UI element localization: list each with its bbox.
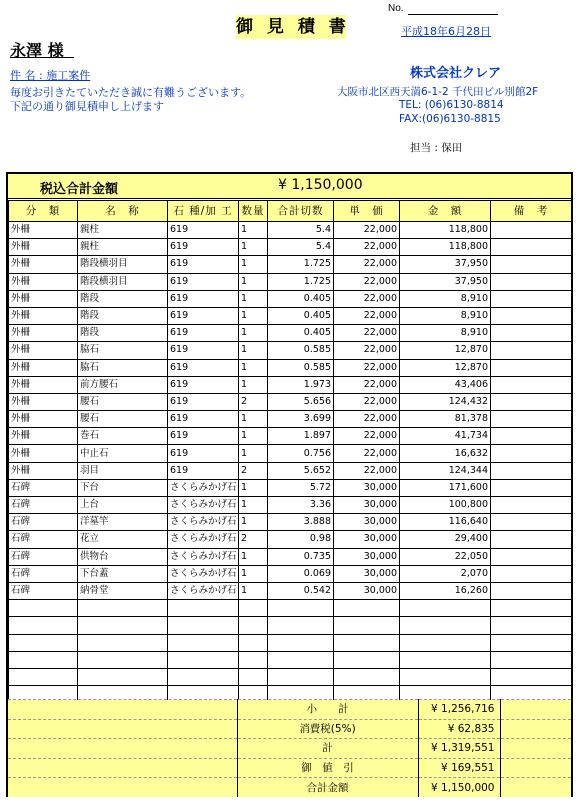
table-cell: 8,910: [400, 307, 491, 324]
table-cell: 29,400: [400, 531, 491, 548]
table-cell: 1: [239, 514, 268, 531]
table-cell: [400, 617, 491, 634]
table-cell: さくらみかげ石: [168, 582, 239, 599]
table-cell: [78, 668, 168, 685]
table-cell: 1: [239, 222, 268, 239]
table-cell: 供物台: [78, 548, 168, 565]
table-cell: [239, 634, 268, 651]
table-cell: 1.725: [268, 256, 334, 273]
table-cell: 0.735: [268, 548, 334, 565]
table-cell: [491, 222, 572, 239]
column-header: 石 種/加 工: [168, 201, 239, 222]
table-cell: [334, 600, 400, 617]
table-cell: 22,000: [334, 462, 400, 479]
table-cell: 619: [168, 239, 239, 256]
table-cell: 0.756: [268, 445, 334, 462]
column-header: 数量: [239, 201, 268, 222]
customer-underline: [10, 57, 74, 58]
table-cell: 30,000: [334, 531, 400, 548]
summary-spacer: [8, 700, 237, 720]
company-name: 株式会社クレア: [410, 66, 502, 81]
table-cell: 外柵: [9, 256, 78, 273]
summary-value: ¥ 1,256,716: [418, 700, 500, 720]
table-cell: [491, 376, 572, 393]
company-address: 大阪市北区西天満6-1-2 千代田ビル別館2F: [337, 86, 539, 98]
table-cell: 22,000: [334, 342, 400, 359]
intro-line-1: 毎度お引きたていただき誠に有難うございます。: [10, 86, 252, 99]
summary-spacer: [8, 739, 237, 759]
empty-row: [9, 634, 572, 651]
table-header-row: [9, 201, 572, 222]
table-cell: [491, 256, 572, 273]
table-cell: 22,000: [334, 325, 400, 342]
table-cell: 5.4: [268, 222, 334, 239]
table-cell: 100,800: [400, 497, 491, 514]
table-cell: 羽目: [78, 462, 168, 479]
table-row: [9, 548, 572, 565]
table-cell: [491, 497, 572, 514]
summary-spacer: [8, 758, 237, 778]
table-cell: [9, 634, 78, 651]
table-row: [9, 514, 572, 531]
table-cell: 22,000: [334, 239, 400, 256]
table-cell: 石碑: [9, 514, 78, 531]
table-cell: さくらみかげ石: [168, 479, 239, 496]
table-cell: 親柱: [78, 222, 168, 239]
column-header: 単 価: [334, 201, 400, 222]
table-cell: [268, 617, 334, 634]
table-cell: [491, 462, 572, 479]
table-cell: 22,000: [334, 411, 400, 428]
table-cell: 1.973: [268, 376, 334, 393]
table-cell: 外柵: [9, 307, 78, 324]
summary-value: ¥ 1,150,000: [418, 778, 500, 798]
table-cell: 外柵: [9, 462, 78, 479]
table-cell: 1: [239, 479, 268, 496]
table-cell: [491, 548, 572, 565]
table-cell: [491, 307, 572, 324]
table-cell: [491, 445, 572, 462]
summary-remarks: [500, 739, 571, 759]
table-cell: 外柵: [9, 290, 78, 307]
table-cell: [9, 600, 78, 617]
table-cell: 1.897: [268, 428, 334, 445]
table-cell: [491, 411, 572, 428]
table-cell: 5.72: [268, 479, 334, 496]
summary-row: [8, 739, 571, 759]
table-cell: [491, 634, 572, 651]
table-cell: 石碑: [9, 582, 78, 599]
table-cell: [334, 634, 400, 651]
table-row: [9, 239, 572, 256]
table-cell: 1: [239, 565, 268, 582]
table-cell: [491, 651, 572, 668]
table-cell: 22,000: [334, 290, 400, 307]
table-cell: [491, 668, 572, 685]
table-cell: 619: [168, 462, 239, 479]
table-cell: [491, 239, 572, 256]
table-cell: 619: [168, 222, 239, 239]
table-cell: 1.725: [268, 273, 334, 290]
table-cell: 5.656: [268, 393, 334, 410]
column-header: 名 称: [78, 201, 168, 222]
table-cell: 納骨堂: [78, 582, 168, 599]
table-cell: 30,000: [334, 479, 400, 496]
table-cell: [491, 359, 572, 376]
summary-remarks: [500, 778, 571, 798]
table-cell: さくらみかげ石: [168, 548, 239, 565]
table-cell: 0.405: [268, 290, 334, 307]
table-cell: 外柵: [9, 445, 78, 462]
summary-label: 消費税(5%): [237, 719, 418, 739]
table-cell: 前方腰石: [78, 376, 168, 393]
table-cell: 洋墓竿: [78, 514, 168, 531]
table-cell: [491, 393, 572, 410]
table-cell: [334, 617, 400, 634]
table-cell: 石碑: [9, 497, 78, 514]
table-cell: 22,000: [334, 256, 400, 273]
table-cell: 階段: [78, 325, 168, 342]
empty-row: [9, 668, 572, 685]
table-cell: 37,950: [400, 256, 491, 273]
table-cell: 3.888: [268, 514, 334, 531]
table-cell: [491, 600, 572, 617]
table-cell: [334, 651, 400, 668]
table-cell: 619: [168, 273, 239, 290]
table-cell: [268, 651, 334, 668]
table-cell: [239, 668, 268, 685]
table-cell: 0.585: [268, 359, 334, 376]
table-cell: [9, 651, 78, 668]
table-cell: 8,910: [400, 325, 491, 342]
table-row: [9, 290, 572, 307]
table-row: [9, 359, 572, 376]
table-cell: [168, 668, 239, 685]
table-cell: 619: [168, 359, 239, 376]
summary-remarks: [500, 719, 571, 739]
table-cell: 116,640: [400, 514, 491, 531]
page-title: 御 見 積 書: [236, 17, 350, 37]
table-cell: 1: [239, 548, 268, 565]
table-cell: 3.36: [268, 497, 334, 514]
company-tel: TEL: (06)6130-8814: [399, 99, 504, 111]
summary-label: 合計金額: [237, 778, 418, 798]
table-cell: 石碑: [9, 479, 78, 496]
table-cell: 22,000: [334, 376, 400, 393]
subject-line: 件 名 : 施工案件: [10, 69, 91, 82]
table-cell: 階段横羽目: [78, 256, 168, 273]
table-cell: 脇石: [78, 342, 168, 359]
table-row: [9, 342, 572, 359]
table-cell: [491, 565, 572, 582]
table-cell: [491, 531, 572, 548]
summary-label: 小 計: [237, 700, 418, 720]
table-cell: 1: [239, 273, 268, 290]
summary-value: ¥ 1,319,551: [418, 739, 500, 759]
table-cell: [239, 651, 268, 668]
table-cell: 1: [239, 256, 268, 273]
table-cell: [78, 617, 168, 634]
table-cell: 下台: [78, 479, 168, 496]
table-cell: 2,070: [400, 565, 491, 582]
table-cell: [400, 651, 491, 668]
table-cell: [491, 290, 572, 307]
table-cell: 親柱: [78, 239, 168, 256]
table-cell: 0.069: [268, 565, 334, 582]
table-cell: 12,870: [400, 359, 491, 376]
table-cell: 118,800: [400, 222, 491, 239]
table-cell: 22,000: [334, 445, 400, 462]
table-cell: 1: [239, 411, 268, 428]
table-cell: さくらみかげ石: [168, 514, 239, 531]
empty-row: [9, 617, 572, 634]
table-cell: [491, 273, 572, 290]
table-cell: 30,000: [334, 497, 400, 514]
table-cell: 腰石: [78, 393, 168, 410]
table-cell: 0.542: [268, 582, 334, 599]
summary-remarks: [500, 700, 571, 720]
table-row: [9, 565, 572, 582]
table-cell: 22,000: [334, 222, 400, 239]
line-items-table: [8, 200, 572, 738]
table-row: [9, 497, 572, 514]
table-cell: 花立: [78, 531, 168, 548]
table-cell: 30,000: [334, 582, 400, 599]
table-cell: 腰石: [78, 411, 168, 428]
table-cell: [268, 600, 334, 617]
table-cell: 階段: [78, 290, 168, 307]
table-cell: 619: [168, 428, 239, 445]
table-cell: [400, 600, 491, 617]
issue-date: 平成18年6月28日: [401, 25, 491, 38]
table-cell: [9, 668, 78, 685]
table-cell: [78, 634, 168, 651]
table-cell: 619: [168, 325, 239, 342]
table-cell: 3.699: [268, 411, 334, 428]
table-cell: さくらみかげ石: [168, 531, 239, 548]
table-cell: 1: [239, 359, 268, 376]
table-cell: 8,910: [400, 290, 491, 307]
table-cell: 5.4: [268, 239, 334, 256]
table-cell: 12,870: [400, 342, 491, 359]
table-cell: 外柵: [9, 393, 78, 410]
table-row: [9, 376, 572, 393]
table-cell: 619: [168, 393, 239, 410]
table-cell: 171,600: [400, 479, 491, 496]
table-cell: 619: [168, 256, 239, 273]
table-cell: [168, 617, 239, 634]
total-banner-label: 税込合計金額: [40, 182, 119, 197]
table-cell: 階段横羽目: [78, 273, 168, 290]
column-header: 分 類: [9, 201, 78, 222]
table-row: [9, 393, 572, 410]
column-header: 備 考: [491, 201, 572, 222]
table-cell: 619: [168, 445, 239, 462]
table-cell: 0.405: [268, 307, 334, 324]
table-cell: 階段: [78, 307, 168, 324]
table-cell: 外柵: [9, 222, 78, 239]
table-cell: 43,406: [400, 376, 491, 393]
table-cell: 22,000: [334, 428, 400, 445]
empty-row: [9, 600, 572, 617]
table-cell: 1: [239, 445, 268, 462]
table-row: [9, 582, 572, 599]
table-cell: [239, 617, 268, 634]
table-cell: [491, 325, 572, 342]
table-cell: 0.98: [268, 531, 334, 548]
table-cell: 2: [239, 393, 268, 410]
table-cell: 619: [168, 290, 239, 307]
table-cell: 2: [239, 462, 268, 479]
table-row: [9, 462, 572, 479]
table-cell: 1: [239, 290, 268, 307]
empty-row: [9, 651, 572, 668]
table-cell: [491, 582, 572, 599]
table-cell: 外柵: [9, 273, 78, 290]
table-cell: [400, 634, 491, 651]
table-cell: 外柵: [9, 239, 78, 256]
table-body: [9, 222, 572, 738]
table-cell: [239, 600, 268, 617]
summary-row: [8, 719, 571, 739]
table-cell: 1: [239, 582, 268, 599]
table-cell: 石碑: [9, 565, 78, 582]
table-row: [9, 256, 572, 273]
table-row: [9, 307, 572, 324]
table-cell: 外柵: [9, 428, 78, 445]
table-cell: [268, 634, 334, 651]
table-row: [9, 222, 572, 239]
table-cell: 1: [239, 307, 268, 324]
table-cell: 619: [168, 411, 239, 428]
summary-row: [8, 758, 571, 778]
table-cell: 外柵: [9, 376, 78, 393]
intro-line-2: 下記の通り御見積申し上げます: [10, 100, 164, 113]
table-cell: 1: [239, 376, 268, 393]
table-cell: 外柵: [9, 342, 78, 359]
table-cell: 1: [239, 239, 268, 256]
summary-label: 御 値 引: [237, 758, 418, 778]
table-cell: [491, 479, 572, 496]
table-cell: 0.585: [268, 342, 334, 359]
table-cell: [491, 514, 572, 531]
summary-table: [8, 699, 571, 797]
table-cell: 5.652: [268, 462, 334, 479]
table-row: [9, 273, 572, 290]
table-cell: 124,432: [400, 393, 491, 410]
summary-spacer: [8, 778, 237, 798]
table-row: [9, 531, 572, 548]
table-cell: [400, 668, 491, 685]
table-cell: 41,734: [400, 428, 491, 445]
table-cell: [78, 651, 168, 668]
summary-row: [8, 778, 571, 798]
table-row: [9, 428, 572, 445]
summary-row: [8, 700, 571, 720]
table-cell: 巻石: [78, 428, 168, 445]
table-cell: 外柵: [9, 325, 78, 342]
table-cell: [334, 668, 400, 685]
table-cell: さくらみかげ石: [168, 565, 239, 582]
table-cell: 81,378: [400, 411, 491, 428]
table-cell: [9, 617, 78, 634]
staff-name: 担当 : 保田: [410, 142, 463, 154]
table-cell: 1: [239, 325, 268, 342]
table-cell: [168, 600, 239, 617]
table-cell: さくらみかげ石: [168, 497, 239, 514]
table-cell: 22,000: [334, 359, 400, 376]
table-cell: 118,800: [400, 239, 491, 256]
table-row: [9, 479, 572, 496]
table-cell: 30,000: [334, 565, 400, 582]
table-cell: 外柵: [9, 359, 78, 376]
table-row: [9, 411, 572, 428]
table-cell: 外柵: [9, 411, 78, 428]
table-cell: [168, 634, 239, 651]
summary-value: ¥ 169,551: [418, 758, 500, 778]
table-row: [9, 445, 572, 462]
document-number-line: [408, 14, 498, 15]
column-header: 金 額: [400, 201, 491, 222]
table-cell: [78, 600, 168, 617]
table-cell: 下台蓋: [78, 565, 168, 582]
table-cell: 22,000: [334, 307, 400, 324]
table-cell: 石碑: [9, 548, 78, 565]
table-cell: 1: [239, 428, 268, 445]
table-cell: 619: [168, 307, 239, 324]
table-cell: 中止石: [78, 445, 168, 462]
table-cell: [491, 342, 572, 359]
company-fax: FAX:(06)6130-8815: [399, 113, 501, 125]
table-cell: [268, 668, 334, 685]
table-cell: 22,050: [400, 548, 491, 565]
table-cell: 脇石: [78, 359, 168, 376]
table-cell: [491, 617, 572, 634]
table-cell: 石碑: [9, 531, 78, 548]
table-cell: [491, 428, 572, 445]
table-cell: 124,344: [400, 462, 491, 479]
summary-remarks: [500, 758, 571, 778]
table-cell: 0.405: [268, 325, 334, 342]
column-header: 合計切数: [268, 201, 334, 222]
table-cell: 37,950: [400, 273, 491, 290]
table-cell: 1: [239, 497, 268, 514]
table-cell: 上台: [78, 497, 168, 514]
table-cell: 22,000: [334, 273, 400, 290]
table-cell: 2: [239, 531, 268, 548]
total-banner-value: ¥ 1,150,000: [278, 177, 363, 193]
summary-value: ¥ 62,835: [418, 719, 500, 739]
summary-spacer: [8, 719, 237, 739]
table-cell: 30,000: [334, 514, 400, 531]
table-cell: 619: [168, 342, 239, 359]
customer-name: 永澤 様: [10, 41, 64, 60]
table-cell: 22,000: [334, 393, 400, 410]
table-cell: 16,632: [400, 445, 491, 462]
table-cell: 619: [168, 376, 239, 393]
table-cell: 1: [239, 342, 268, 359]
table-cell: 16,260: [400, 582, 491, 599]
table-row: [9, 325, 572, 342]
document-number-label: No.: [388, 3, 404, 14]
summary-label: 計: [237, 739, 418, 759]
table-cell: 30,000: [334, 548, 400, 565]
table-cell: [168, 651, 239, 668]
